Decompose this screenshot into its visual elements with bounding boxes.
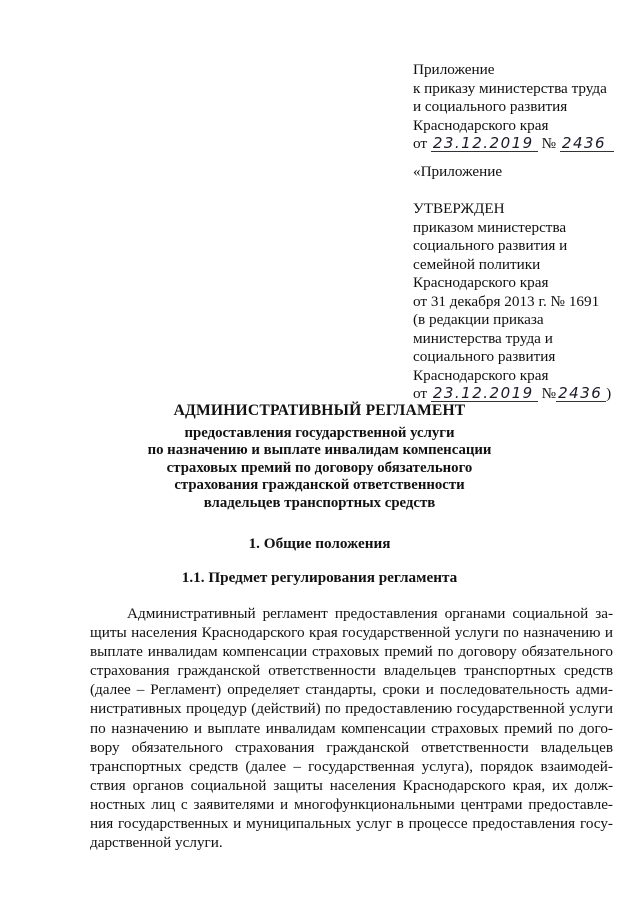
number-prefix: №: [541, 135, 557, 152]
quote-block: [413, 163, 639, 182]
appendix-block: [413, 61, 639, 154]
subtitle-line: владельцев транспортных средств: [203, 494, 436, 511]
paragraph-line: Административный регламент предоставления органами социальной за-: [127, 605, 613, 622]
paragraph-line: выплате инвалидам компенсации страховых премий по договору обязательного: [90, 643, 613, 661]
approved-line: министерства труда и: [413, 329, 553, 347]
date-prefix: от: [413, 385, 428, 402]
subtitle-line: предоставления государственной услуги: [184, 425, 455, 441]
paragraph-line: транспортных средств (далее – государственная услуга), порядок взаимодей-: [90, 757, 613, 775]
approved-line: социального развития и: [413, 237, 568, 254]
closing-paren: ): [606, 385, 612, 402]
section-heading: 1. Общие положения: [248, 535, 391, 552]
approved-line: приказом министерства: [413, 218, 567, 236]
number-prefix: №: [541, 385, 557, 402]
subtitle-line: страховых премий по договору обязательного: [166, 459, 473, 476]
approved-line: социального развития: [413, 348, 556, 365]
appendix-date-line: [413, 135, 639, 154]
paragraph-line: по назначению и выплате инвалидам компенсации страховых премий по дого-: [90, 719, 613, 737]
document-subtitle: [0, 425, 639, 512]
paragraph-line: (далее – Регламент) определяет стандарты, сроки и последовательность адми-: [90, 681, 613, 699]
subtitle-line: по назначению и выплате инвалидам компенсации: [147, 442, 492, 459]
approved-heading: УТВЕРЖДЕН: [413, 200, 505, 217]
body-paragraph: [90, 604, 613, 852]
paragraph-line: вору обязательного страхования гражданской ответственности владельцев: [90, 738, 613, 756]
appendix-line: к приказу министерства труда: [413, 79, 607, 97]
date-prefix: от: [413, 135, 428, 152]
subsection-heading: 1.1. Предмет регулирования регламента: [181, 569, 458, 586]
approved-line: от 31 декабря 2013 г. № 1691: [413, 292, 600, 310]
approved-line: (в редакции приказа: [413, 311, 544, 328]
subtitle-line: страхования гражданской ответственности: [174, 477, 465, 494]
appendix-line: и социального развития: [413, 98, 568, 115]
approved-line: семейной политики: [413, 255, 541, 273]
paragraph-line: страхования гражданской ответственности владельцев транспортных средств: [90, 662, 613, 680]
handwritten-number: 2436: [560, 136, 614, 152]
document-title: АДМИНИСТРАТИВНЫЙ РЕГЛАМЕНТ: [173, 402, 466, 419]
handwritten-number: 2436: [556, 386, 606, 402]
approved-date-line: [413, 385, 639, 404]
approved-line: Краснодарского края: [413, 274, 549, 291]
handwritten-date: 23.12.2019: [431, 136, 538, 152]
paragraph-line: нистративных процедур (действий) по предоставлению государственной услуги: [90, 700, 613, 718]
paragraph-line: ностных лиц с заявителями и многофункциональными центрами предоставле-: [90, 795, 613, 813]
paragraph-line: щиты населения Краснодарского края государственной услуги по назначению и: [90, 624, 613, 642]
paragraph-line: дарственной услуги.: [90, 834, 223, 852]
approved-line: Краснодарского края: [413, 366, 549, 384]
paragraph-line: ствия органов социальной защиты населения Краснодарского края, их долж-: [90, 776, 613, 794]
appendix-line: Приложение: [413, 61, 495, 78]
paragraph-line: ния государственных и муниципальных услуг в процессе предоставления госу-: [90, 815, 613, 833]
approved-block: [413, 200, 639, 404]
appendix-line: Краснодарского края: [413, 116, 549, 134]
quote-line: «Приложение: [413, 163, 503, 180]
handwritten-date: 23.12.2019: [431, 386, 538, 402]
